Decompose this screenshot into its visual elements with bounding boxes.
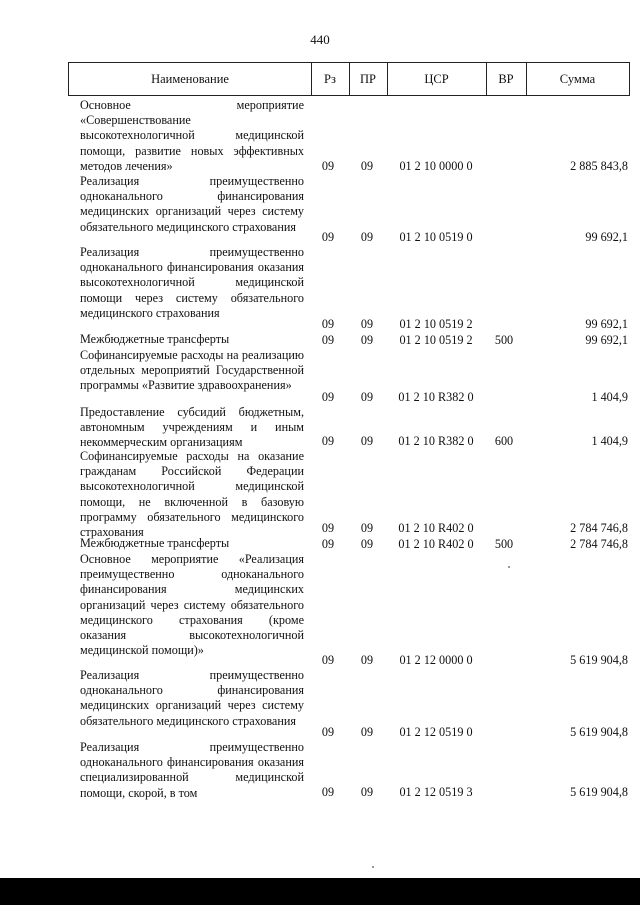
- table-row: [0, 449, 640, 540]
- row-csr: 01 2 10 0519 2: [399, 332, 473, 347]
- row-pr: 09: [360, 784, 374, 799]
- row-sum: 2 784 746,8: [570, 536, 628, 551]
- row-vr: 500: [494, 332, 514, 347]
- row-sum: 5 619 904,8: [570, 784, 628, 799]
- row-name: Предоставление субсидий бюджетным, автономным учреждениям и иным некоммерческим организациям: [80, 405, 304, 450]
- row-rz: 09: [321, 389, 335, 404]
- row-rz: 09: [321, 158, 335, 173]
- row-rz: 09: [321, 724, 335, 739]
- row-sum: 99 692,1: [585, 229, 628, 244]
- row-sum: 1 404,9: [591, 433, 628, 448]
- row-name: Софинансируемые расходы на оказание гражданам Российской Федерации высокотехнологичной медицинской помощи, не включенной в базовую программу обязательного медицинского страхования: [80, 449, 304, 540]
- row-sum: 5 619 904,8: [570, 652, 628, 667]
- row-name: Софинансируемые расходы на реализацию отдельных мероприятий Государственной программы «Развитие здравоохранения»: [80, 348, 304, 393]
- row-pr: 09: [360, 158, 374, 173]
- row-pr: 09: [360, 316, 374, 331]
- row-name: Реализация преимущественно одноканального финансирования оказания специализированной медицинской помощи, скорой, в том: [80, 740, 304, 800]
- row-csr: 01 2 12 0519 3: [399, 784, 473, 799]
- header-vr: ВР: [498, 71, 514, 86]
- row-name: Основное мероприятие «Реализация преимущественно одноканального финансирования медицинских организаций через систему обязательного медицинского страхования (кроме оказания высокотехнологичной медицинской помощи)»: [80, 552, 304, 658]
- row-pr: 09: [360, 433, 374, 448]
- row-rz: 09: [321, 229, 335, 244]
- table-header: [68, 62, 630, 96]
- table-row: [0, 552, 640, 668]
- table-row: [0, 98, 640, 174]
- row-vr: 600: [494, 433, 514, 448]
- row-sum: 2 885 843,8: [570, 158, 628, 173]
- header-sum: Сумма: [559, 71, 596, 86]
- row-name: Межбюджетные трансферты: [80, 332, 230, 346]
- row-csr: 01 2 12 0519 0: [399, 724, 473, 739]
- row-csr: 01 2 10 R382 0: [398, 389, 474, 404]
- row-pr: 09: [360, 389, 374, 404]
- row-csr: 01 2 12 0000 0: [399, 652, 473, 667]
- row-name: Основное мероприятие «Совершенствование высокотехнологичной медицинской помощи, развитие новых эффективных методов лечения»: [80, 98, 304, 173]
- row-pr: 09: [360, 724, 374, 739]
- table-row: [0, 245, 640, 332]
- row-csr: 01 2 10 R402 0: [398, 520, 474, 535]
- row-rz: 09: [321, 652, 335, 667]
- scan-bottom-edge: [0, 878, 640, 905]
- row-csr: 01 2 10 0519 0: [399, 229, 473, 244]
- row-rz: 09: [321, 536, 335, 551]
- table-row: [0, 536, 640, 552]
- row-rz: 09: [321, 784, 335, 799]
- row-name: Реализация преимущественно одноканального финансирования медицинских организаций через систему обязательного медицинского страхования: [80, 668, 304, 728]
- row-name: Реализация преимущественно одноканального финансирования медицинских организаций через систему обязательного медицинского страхования: [80, 174, 304, 234]
- row-sum: 5 619 904,8: [570, 724, 628, 739]
- row-sum: 99 692,1: [585, 332, 628, 347]
- scan-speck: [508, 566, 510, 568]
- row-rz: 09: [321, 332, 335, 347]
- row-pr: 09: [360, 332, 374, 347]
- row-rz: 09: [321, 316, 335, 331]
- row-rz: 09: [321, 433, 335, 448]
- row-pr: 09: [360, 652, 374, 667]
- scan-speck: [372, 866, 374, 868]
- table-row: [0, 740, 640, 800]
- table-row: [0, 348, 640, 405]
- header-pr: ПР: [360, 71, 376, 86]
- header-csr: ЦСР: [424, 71, 449, 86]
- row-csr: 01 2 10 0000 0: [399, 158, 473, 173]
- header-rz: Рз: [324, 71, 336, 86]
- table-row: [0, 174, 640, 245]
- row-name: Реализация преимущественно одноканального финансирования оказания высокотехнологичной медицинской помощи через систему обязательного медицинского страхования: [80, 245, 304, 320]
- row-name: Межбюджетные трансферты: [80, 536, 230, 550]
- row-rz: 09: [321, 520, 335, 535]
- table-row: [0, 405, 640, 449]
- row-csr: 01 2 10 R402 0: [398, 536, 474, 551]
- table-row: [0, 668, 640, 740]
- row-sum: 1 404,9: [591, 389, 628, 404]
- table-row: [0, 332, 640, 348]
- header-name: Наименование: [151, 71, 229, 86]
- row-pr: 09: [360, 520, 374, 535]
- row-pr: 09: [360, 536, 374, 551]
- row-csr: 01 2 10 R382 0: [398, 433, 474, 448]
- row-sum: 99 692,1: [585, 316, 628, 331]
- row-pr: 09: [360, 229, 374, 244]
- row-csr: 01 2 10 0519 2: [399, 316, 473, 331]
- page-number: 440: [310, 32, 330, 47]
- row-vr: 500: [494, 536, 514, 551]
- row-sum: 2 784 746,8: [570, 520, 628, 535]
